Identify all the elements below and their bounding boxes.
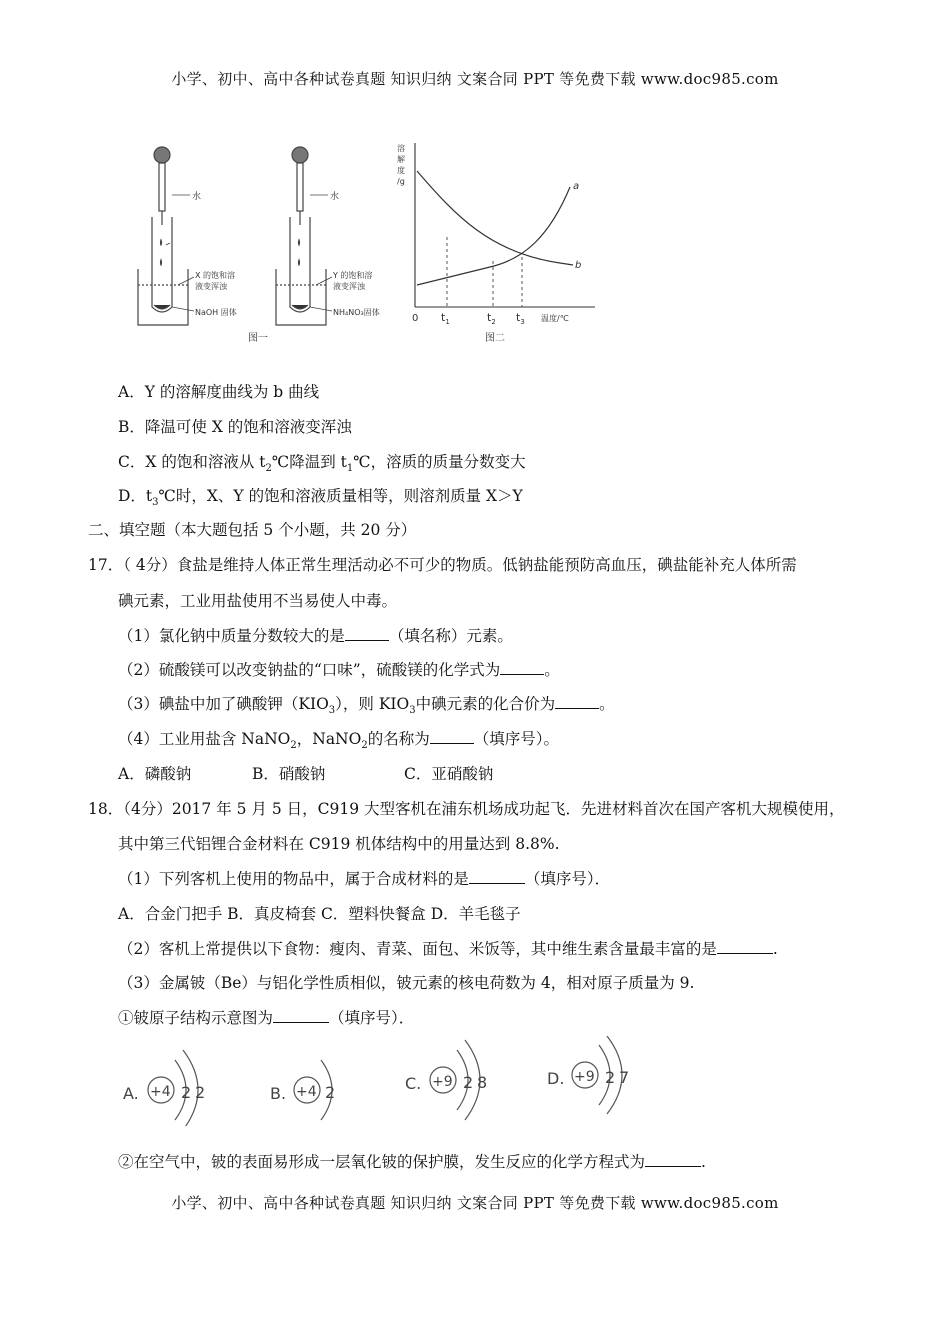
q18-part-1-options: A．合金门把手 B．真皮椅套 C．塑料快餐盒 D．羊毛毯子	[118, 905, 521, 923]
curve-a	[417, 187, 570, 285]
shell-electrons: 7	[619, 1068, 630, 1087]
test-tube	[290, 217, 310, 312]
beaker	[276, 269, 326, 325]
x-axis-label: 温度/℃	[541, 314, 569, 323]
tick-t2: $t_2$	[487, 311, 496, 326]
figure-2-solubility-chart	[395, 135, 615, 350]
curve-a-label: a	[573, 181, 580, 192]
answer-blank[interactable]	[469, 869, 525, 884]
left-solution-label-1: X 的饱和溶	[195, 271, 236, 280]
nucleus-charge: +4	[296, 1084, 317, 1100]
q17-part-2: （2）硫酸镁可以改变钠盐的“口味”，硫酸镁的化学式为 。	[118, 661, 560, 679]
left-water-label: 水	[192, 192, 202, 202]
answer-blank[interactable]	[273, 1008, 329, 1023]
answer-blank[interactable]	[345, 626, 389, 641]
left-solution-label-2: 液变浑浊	[195, 282, 227, 291]
q17-stem-line-2: 碘元素，工业用盐使用不当易使人中毒。	[118, 592, 398, 610]
page-footer: 小学、初中、高中各种试卷真题 知识归纳 文案合同 PPT 等免费下载 www.doc985.com	[171, 1194, 779, 1212]
right-solution-label-2: 液变浑浊	[333, 282, 365, 291]
q17-part-1: （1）氯化钠中质量分数较大的是 （填名称）元素。	[118, 627, 513, 645]
q18-stem-line-2: 其中第三代铝锂合金材料在 C919 机体结构中的用量达到 8.8%.	[118, 835, 560, 853]
q18-part-1: （1）下列客机上使用的物品中，属于合成材料的是 （填序号）．	[118, 870, 611, 888]
q18-part-3: （3）金属铍（Be）与铝化学性质相似，铍元素的核电荷数为 4，相对原子质量为 9.	[118, 974, 695, 992]
origin-label: 0	[412, 313, 419, 324]
figure-2-caption: 图二	[485, 333, 505, 344]
dropper-tube	[159, 163, 165, 211]
shell-electrons: 2	[195, 1083, 206, 1102]
q16-option-b: B．降温可使 X 的饱和溶液变浑浊	[118, 418, 352, 436]
shell-electrons: 2	[325, 1083, 336, 1102]
tick-t3: $t_3$	[516, 311, 525, 326]
atom-option-b	[270, 1060, 335, 1120]
atom-diagrams	[115, 1036, 675, 1126]
y-axis-label-char: /g	[397, 177, 405, 186]
q17-part-3: （3）碘盐中加了碘酸钾$(KIO_3)$，则 $KIO_3$中碘元素的化合价为 。	[118, 695, 615, 717]
curve-b	[417, 171, 573, 265]
q18-part-2: （2）客机上常提供以下食物：瘦肉、青菜、面包、米饭等，其中维生素含量最丰富的是 .	[118, 940, 778, 958]
q17-stem-line-1: 17．（ 4分）食盐是维持人体正常生理活动必不可少的物质。低钠盐能预防高血压，碘盐能补充人体所需	[88, 556, 797, 574]
dropper-bulb	[292, 147, 308, 163]
answer-blank[interactable]	[645, 1152, 701, 1167]
curve-b-label: b	[575, 260, 582, 271]
nucleus-charge: +9	[574, 1069, 595, 1085]
q18-part-3-ii: ②在空气中，铍的表面易形成一层氧化铍的保护膜，发生反应的化学方程式为 .	[118, 1153, 706, 1171]
atom-option-c	[405, 1040, 487, 1120]
answer-blank[interactable]	[500, 660, 544, 675]
test-tube	[152, 217, 172, 312]
nucleus-charge: +9	[432, 1074, 453, 1090]
nucleus-charge: +4	[150, 1084, 171, 1100]
left-apparatus	[138, 147, 194, 325]
atom-letter: B.	[270, 1084, 287, 1103]
figure-1-apparatus	[130, 135, 390, 350]
atom-letter: A.	[123, 1084, 139, 1103]
atom-letter: D.	[547, 1069, 565, 1088]
q17-option-a: A．磷酸钠	[118, 765, 192, 783]
atom-option-d	[547, 1036, 629, 1114]
shell-electrons: 8	[477, 1073, 488, 1092]
right-water-label: 水	[330, 192, 340, 202]
shell-electrons: 2	[463, 1073, 474, 1092]
q16-option-c: C．X 的饱和溶液从 $t_2℃$降温到 $t_1℃$，溶质的质量分数变大	[118, 453, 526, 475]
answer-blank[interactable]	[717, 939, 773, 954]
q16-option-d: D．$t_3℃$时，X、Y 的饱和溶液质量相等，则溶剂质量 X＞Y	[118, 487, 523, 509]
atom-letter: C.	[405, 1074, 422, 1093]
answer-blank[interactable]	[555, 694, 599, 709]
left-solid-label: NaOH 固体	[195, 308, 237, 317]
q18-part-3-i: ①铍原子结构示意图为 （填序号）．	[118, 1009, 415, 1027]
tick-t1: $t_1$	[441, 311, 450, 326]
q16-option-a: A．Y 的溶解度曲线为 b 曲线	[118, 383, 320, 401]
q18-stem-line-1: 18．（4分）2017 年 5 月 5 日，C919 大型客机在浦东机场成功起飞．先进材料首次在国产客机大规模使用，	[88, 800, 845, 818]
dropper-tube	[297, 163, 303, 211]
shell-electrons: 2	[181, 1083, 192, 1102]
y-axis-label-char: 解	[397, 155, 405, 164]
answer-blank[interactable]	[430, 729, 474, 744]
y-axis-label-char: 溶	[397, 144, 405, 153]
section-2-title: 二、填空题（本大题包括 5 个小题，共 20 分）	[88, 521, 417, 539]
y-axis-label-char: 度	[397, 166, 405, 175]
right-solution-label-1: Y 的饱和溶	[333, 271, 373, 280]
shell-electrons: 2	[605, 1068, 616, 1087]
q17-option-b: B．硝酸钠	[252, 765, 326, 783]
q17-part-4: （4）工业用盐含 NaNO$_2$，NaNO$_2$的名称为 （填序号）。	[118, 730, 559, 752]
atom-option-a	[123, 1050, 205, 1126]
right-apparatus	[276, 147, 332, 325]
figure-1-caption: 图一	[248, 333, 268, 344]
page-header: 小学、初中、高中各种试卷真题 知识归纳 文案合同 PPT 等免费下载 www.doc985.com	[171, 70, 779, 88]
right-solid-label: NH₄NO₃固体	[333, 308, 380, 317]
q17-option-c: C．亚硝酸钠	[404, 765, 494, 783]
beaker	[138, 269, 188, 325]
dropper-bulb	[154, 147, 170, 163]
